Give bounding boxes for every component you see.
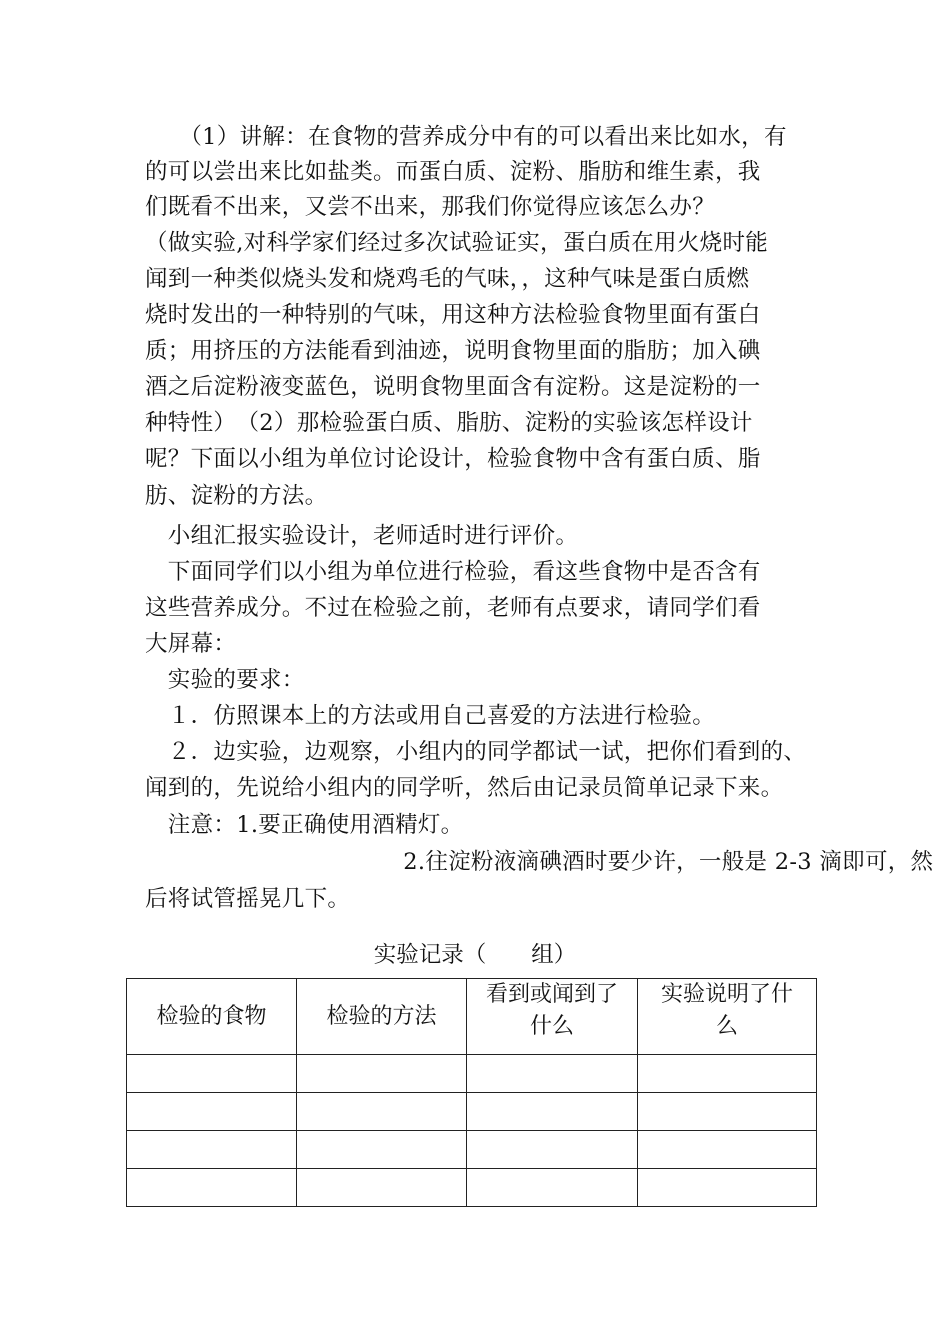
column-header-text: 么 [715, 1014, 738, 1039]
column-header-text: 看到或闻到了 [485, 982, 618, 1007]
text-line: 烧时发出的一种特别的气味，用这种方法检验食物里面有蛋白 [145, 302, 761, 328]
column-header-text: 检验的方法 [326, 1003, 437, 1029]
text-line: 下面同学们以小组为单位进行检验，看这些食物中是否含有 [145, 559, 761, 585]
table-caption: 实验记录（ 组） [373, 942, 577, 968]
text-line: 种特性） （2）那检验蛋白质、脂肪、淀粉的实验该怎样设计 [145, 410, 753, 436]
text-line: 大屏幕： [145, 631, 237, 657]
table-cell [638, 1093, 817, 1131]
text-line: （1）讲解：在食物的营养成分中有的可以看出来比如水，有 [145, 124, 787, 150]
text-line: （做实验,对科学家们经过多次试验证实，蛋白质在用火烧时能 [145, 230, 769, 256]
table-cell [127, 1093, 297, 1131]
table-row [127, 1131, 817, 1169]
text-line: 后将试管摇晃几下。 [145, 886, 351, 912]
table-cell [127, 1169, 297, 1207]
table-cell [297, 1169, 467, 1207]
table-row [127, 1093, 817, 1131]
table-cell [127, 1055, 297, 1093]
column-header-text: 检验的食物 [156, 1003, 267, 1029]
table-cell [638, 1055, 817, 1093]
text-line: 肪、淀粉的方法。 [145, 483, 328, 509]
table-cell [638, 1169, 817, 1207]
column-header-text: 实验说明了什 [660, 982, 793, 1007]
table-cell [297, 1093, 467, 1131]
text-line: 呢？下面以小组为单位讨论设计，检验食物中含有蛋白质、脂 [145, 446, 761, 472]
table-cell [297, 1055, 467, 1093]
table-cell [467, 1131, 638, 1169]
table-cell [467, 1093, 638, 1131]
table-row [127, 1055, 817, 1093]
table-cell [467, 1055, 638, 1093]
text-line: 闻到的，先说给小组内的同学听，然后由记录员简单记录下来。 [145, 775, 784, 801]
text-line: １．仿照课本上的方法或用自己喜爱的方法进行检验。 [145, 703, 716, 729]
text-line: 酒之后淀粉液变蓝色，说明食物里面含有淀粉。这是淀粉的一 [145, 374, 761, 400]
text-line: 们既看不出来，又尝不出来，那我们你觉得应该怎么办？ [145, 194, 716, 220]
column-header-text: 什么 [529, 1014, 574, 1039]
text-line: ２．边实验，边观察，小组内的同学都试一试，把你们看到的、 [145, 739, 807, 765]
table-cell [127, 1131, 297, 1169]
text-line: 质；用挤压的方法能看到油迹，说明食物里面的脂肪；加入碘 [145, 338, 761, 364]
column-header [467, 979, 638, 1055]
table-cell [467, 1169, 638, 1207]
table-header-row [127, 979, 817, 1055]
experiment-record-table [126, 978, 817, 1207]
text-line: 注意：1.要正确使用酒精灯。 [145, 812, 464, 838]
text-line: 的可以尝出来比如盐类。而蛋白质、淀粉、脂肪和维生素，我 [145, 159, 761, 185]
text-line: 2.往淀粉液滴碘酒时要少许，一般是 2-3 滴即可，然 [145, 849, 934, 875]
text-line: 闻到一种类似烧头发和烧鸡毛的气味，，这种气味是蛋白质燃 [145, 266, 750, 292]
column-header [638, 979, 817, 1055]
text-line: 小组汇报实验设计，老师适时进行评价。 [145, 523, 579, 549]
table-row [127, 1169, 817, 1207]
text-line: 实验的要求： [145, 667, 305, 693]
column-header [297, 979, 467, 1055]
text-line: 这些营养成分。不过在检验之前，老师有点要求，请同学们看 [145, 595, 761, 621]
column-header [127, 979, 297, 1055]
table-cell [638, 1131, 817, 1169]
table-cell [297, 1131, 467, 1169]
